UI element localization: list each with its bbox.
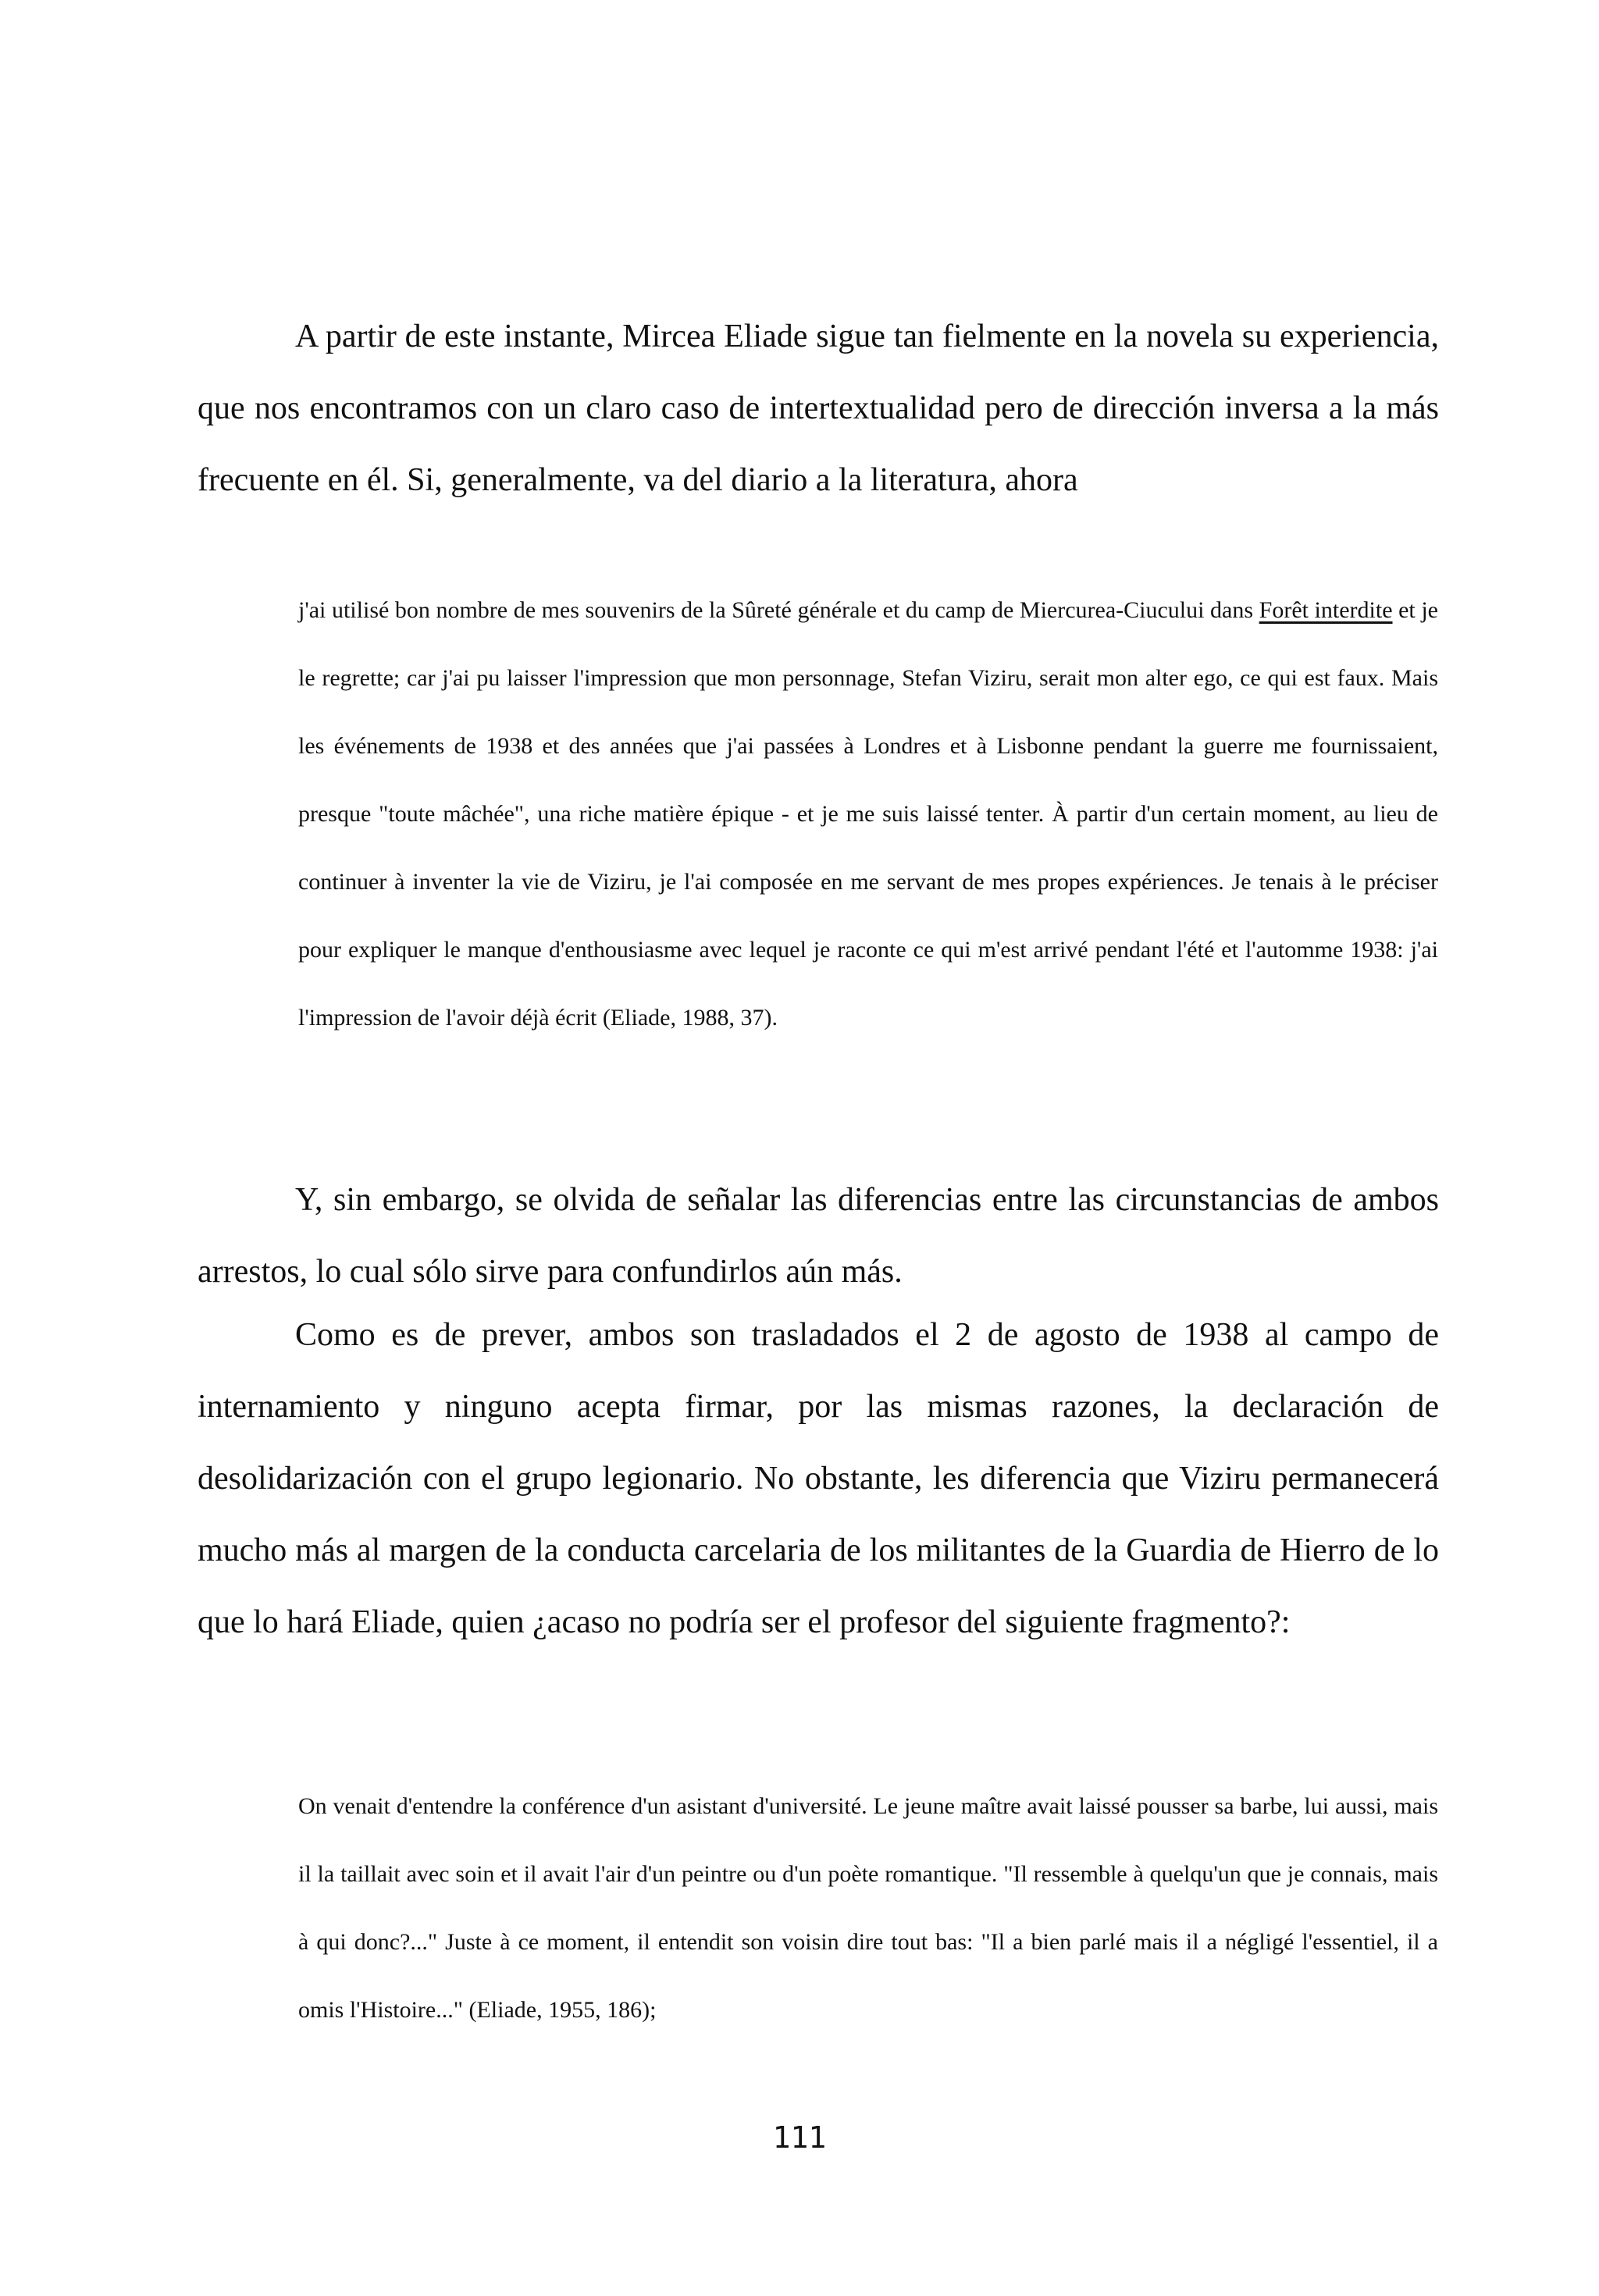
quote-text-before-title: j'ai utilisé bon nombre de mes souvenirs de la Sûreté générale et du camp de Miercurea-Ciucului dans <box>298 597 1259 623</box>
block-quote-novel: On venait d'entendre la conférence d'un asistant d'université. Le jeune maître avait laissé pousser sa barbe, lui aussi, mais il la taillait avec soin et il avait l'air d'un peintre ou d'un poète romantique. "Il ressemble à quelqu'un que je connais, mais à qui donc?..." Juste à ce moment, il entendit son voisin dire tout bas: "Il a bien parlé mais il a négligé l'essentiel, il a omis l'Histoire..." (Eliade, 1955, 186); <box>298 1793 1438 2023</box>
arrest-differences-paragraph: Y, sin embargo, se olvida de señalar las diferencias entre las circunstancias de ambos arrestos, lo cual sólo sirve para confundirlos aún más. <box>198 1182 1439 1290</box>
book-title-underlined: Forêt interdite <box>1259 597 1393 623</box>
page-number: 111 <box>772 2120 827 2155</box>
block-quote-diary <box>298 576 1438 1052</box>
internment-paragraph: Como es de prever, ambos son trasladados el 2 de agosto de 1938 al campo de internamiento y ninguno acepta firmar, por las mismas razones, la declaración de desolidarización con el grupo legionario. No obstante, les diferencia que Viziru permanecerá mucho más al margen de la conducta carcelaria de los militantes de la Guardia de Hierro de lo que lo hará Eliade, quien ¿acaso no podría ser el profesor del siguiente fragmento?: <box>198 1317 1439 1640</box>
quote-text-after-title: et je le regrette; car j'ai pu laisser l'impression que mon personnage, Stefan Viziru, serait mon alter ego, ce qui est faux. Mais les événements de 1938 et des années que j'ai passées à Londres et à Lisbonne pendant la guerre me fournissaient, presque "toute mâchée", una riche matière épique - et je me suis laissé tenter. À partir d'un certain moment, au lieu de continuer à inventer la vie de Viziru, je l'ai composée en me servant de mes propes expériences. Je tenais à le préciser pour expliquer le manque d'enthousiasme avec lequel je raconte ce qui m'est arrivé pendant l'été et l'automme 1938: j'ai l'impression de l'avoir déjà écrit (Eliade, 1988, 37). <box>298 597 1438 1031</box>
intro-paragraph: A partir de este instante, Mircea Eliade sigue tan fielmente en la novela su experiencia, que nos encontramos con un claro caso de intertextualidad pero de dirección inversa a la más frecuente en él. Si, generalmente, va del diario a la literatura, ahora <box>198 319 1439 498</box>
